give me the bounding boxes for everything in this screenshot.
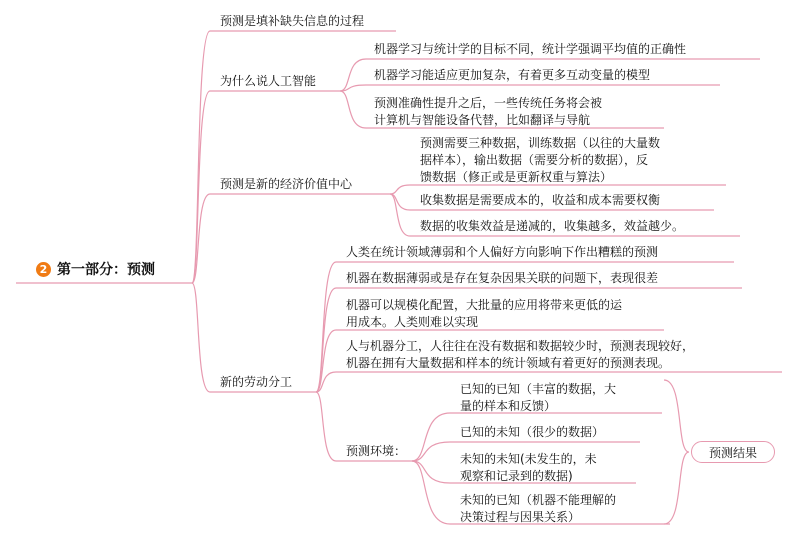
branch-connector-3: [192, 283, 210, 392]
env-unknown-known-line-2: 决策过程与因果关系）: [460, 510, 581, 524]
env-known-known-line-1: 已知的已知（丰富的数据，大: [460, 382, 617, 396]
economic-item-1[interactable]: [420, 135, 660, 186]
why-ai-item-3[interactable]: [374, 95, 602, 129]
why-ai-item-1[interactable]: 机器学习与统计学的目标不同，统计学强调平均值的正确性: [374, 42, 687, 56]
env-connector-0: [412, 413, 450, 461]
why-ai-connector-1: [340, 85, 366, 91]
summary-prediction-result[interactable]: 预测结果: [691, 441, 775, 463]
priority-2-icon: 2: [36, 262, 51, 277]
labor-item-3-line-1: 机器可以规模化配置，大批量的应用将带来更低的运: [346, 298, 623, 312]
env-unknown-known[interactable]: [460, 492, 616, 526]
env-known-known-line-2: 量的样本和反馈）: [460, 399, 557, 413]
root-label: 第一部分：预测: [57, 262, 155, 278]
branch-labor-division[interactable]: 新的劳动分工: [220, 375, 293, 389]
branch-connector-1: [192, 91, 210, 283]
labor-item-1[interactable]: 人类在统计领域薄弱和个人偏好方向影响下作出糟糕的预测: [346, 245, 659, 259]
env-unknown-known-line-1: 未知的已知（机器不能理解的: [460, 493, 617, 507]
env-connector-3: [412, 461, 450, 524]
economic-item-1-line-1: 预测需要三种数据，训练数据（以往的大量数: [420, 136, 661, 150]
branch-economic-value[interactable]: 预测是新的经济价值中心: [220, 177, 353, 191]
branch-why-ai[interactable]: 为什么说人工智能: [220, 74, 317, 88]
economic-item-1-line-2: 据样本），输出数据（需要分析的数据），反: [420, 153, 649, 167]
why-ai-item-3-line-2: 计算机与智能设备代替，比如翻译与导航: [374, 113, 591, 127]
economic-connector-2: [390, 194, 410, 236]
why-ai-connector-2: [340, 91, 366, 128]
prediction-environment[interactable]: 预测环境：: [346, 444, 407, 458]
env-known-unknown[interactable]: 已知的未知（很少的数据）: [460, 425, 605, 439]
why-ai-item-3-line-1: 预测准确性提升之后，一些传统任务将会被: [374, 96, 603, 110]
labor-item-4-line-2: 机器在拥有大量数据和样本的统计领域有着更好的预测表现。: [346, 356, 671, 370]
branch-fill-missing-info[interactable]: 预测是填补缺失信息的过程: [220, 14, 365, 28]
root-node[interactable]: [36, 259, 155, 279]
economic-item-3[interactable]: 数据的收集效益是递减的，收集越多，效益越少。: [420, 219, 685, 233]
env-unknown-unknown-line-2: 观察和记录到的数据): [460, 469, 573, 483]
why-ai-item-2[interactable]: 机器学习能适应更加复杂，有着更多互动变量的模型: [374, 68, 651, 82]
env-unknown-unknown-line-1: 未知的未知(未发生的，未: [460, 452, 597, 466]
economic-item-2[interactable]: 收集数据是需要成本的，收益和成本需要权衡: [420, 193, 661, 207]
env-unknown-unknown[interactable]: [460, 451, 597, 485]
economic-item-1-line-3: 馈数据（修正或是更新权重与算法）: [420, 170, 613, 184]
labor-item-2[interactable]: 机器在数据薄弱或是存在复杂因果关联的问题下，表现很差: [346, 271, 659, 285]
labor-connector-4: [316, 392, 336, 461]
labor-item-4-line-1: 人与机器分工，人往往在没有数据和数据较少时，预测表现较好，: [346, 339, 695, 353]
labor-item-3-line-2: 用成本。人类则难以实现: [346, 315, 479, 329]
env-known-known[interactable]: [460, 381, 616, 415]
economic-connector-0: [390, 185, 410, 194]
labor-item-3[interactable]: [346, 297, 622, 331]
branch-connector-0: [192, 31, 210, 283]
summary-bracket: [664, 380, 689, 524]
labor-item-4[interactable]: [346, 338, 694, 372]
